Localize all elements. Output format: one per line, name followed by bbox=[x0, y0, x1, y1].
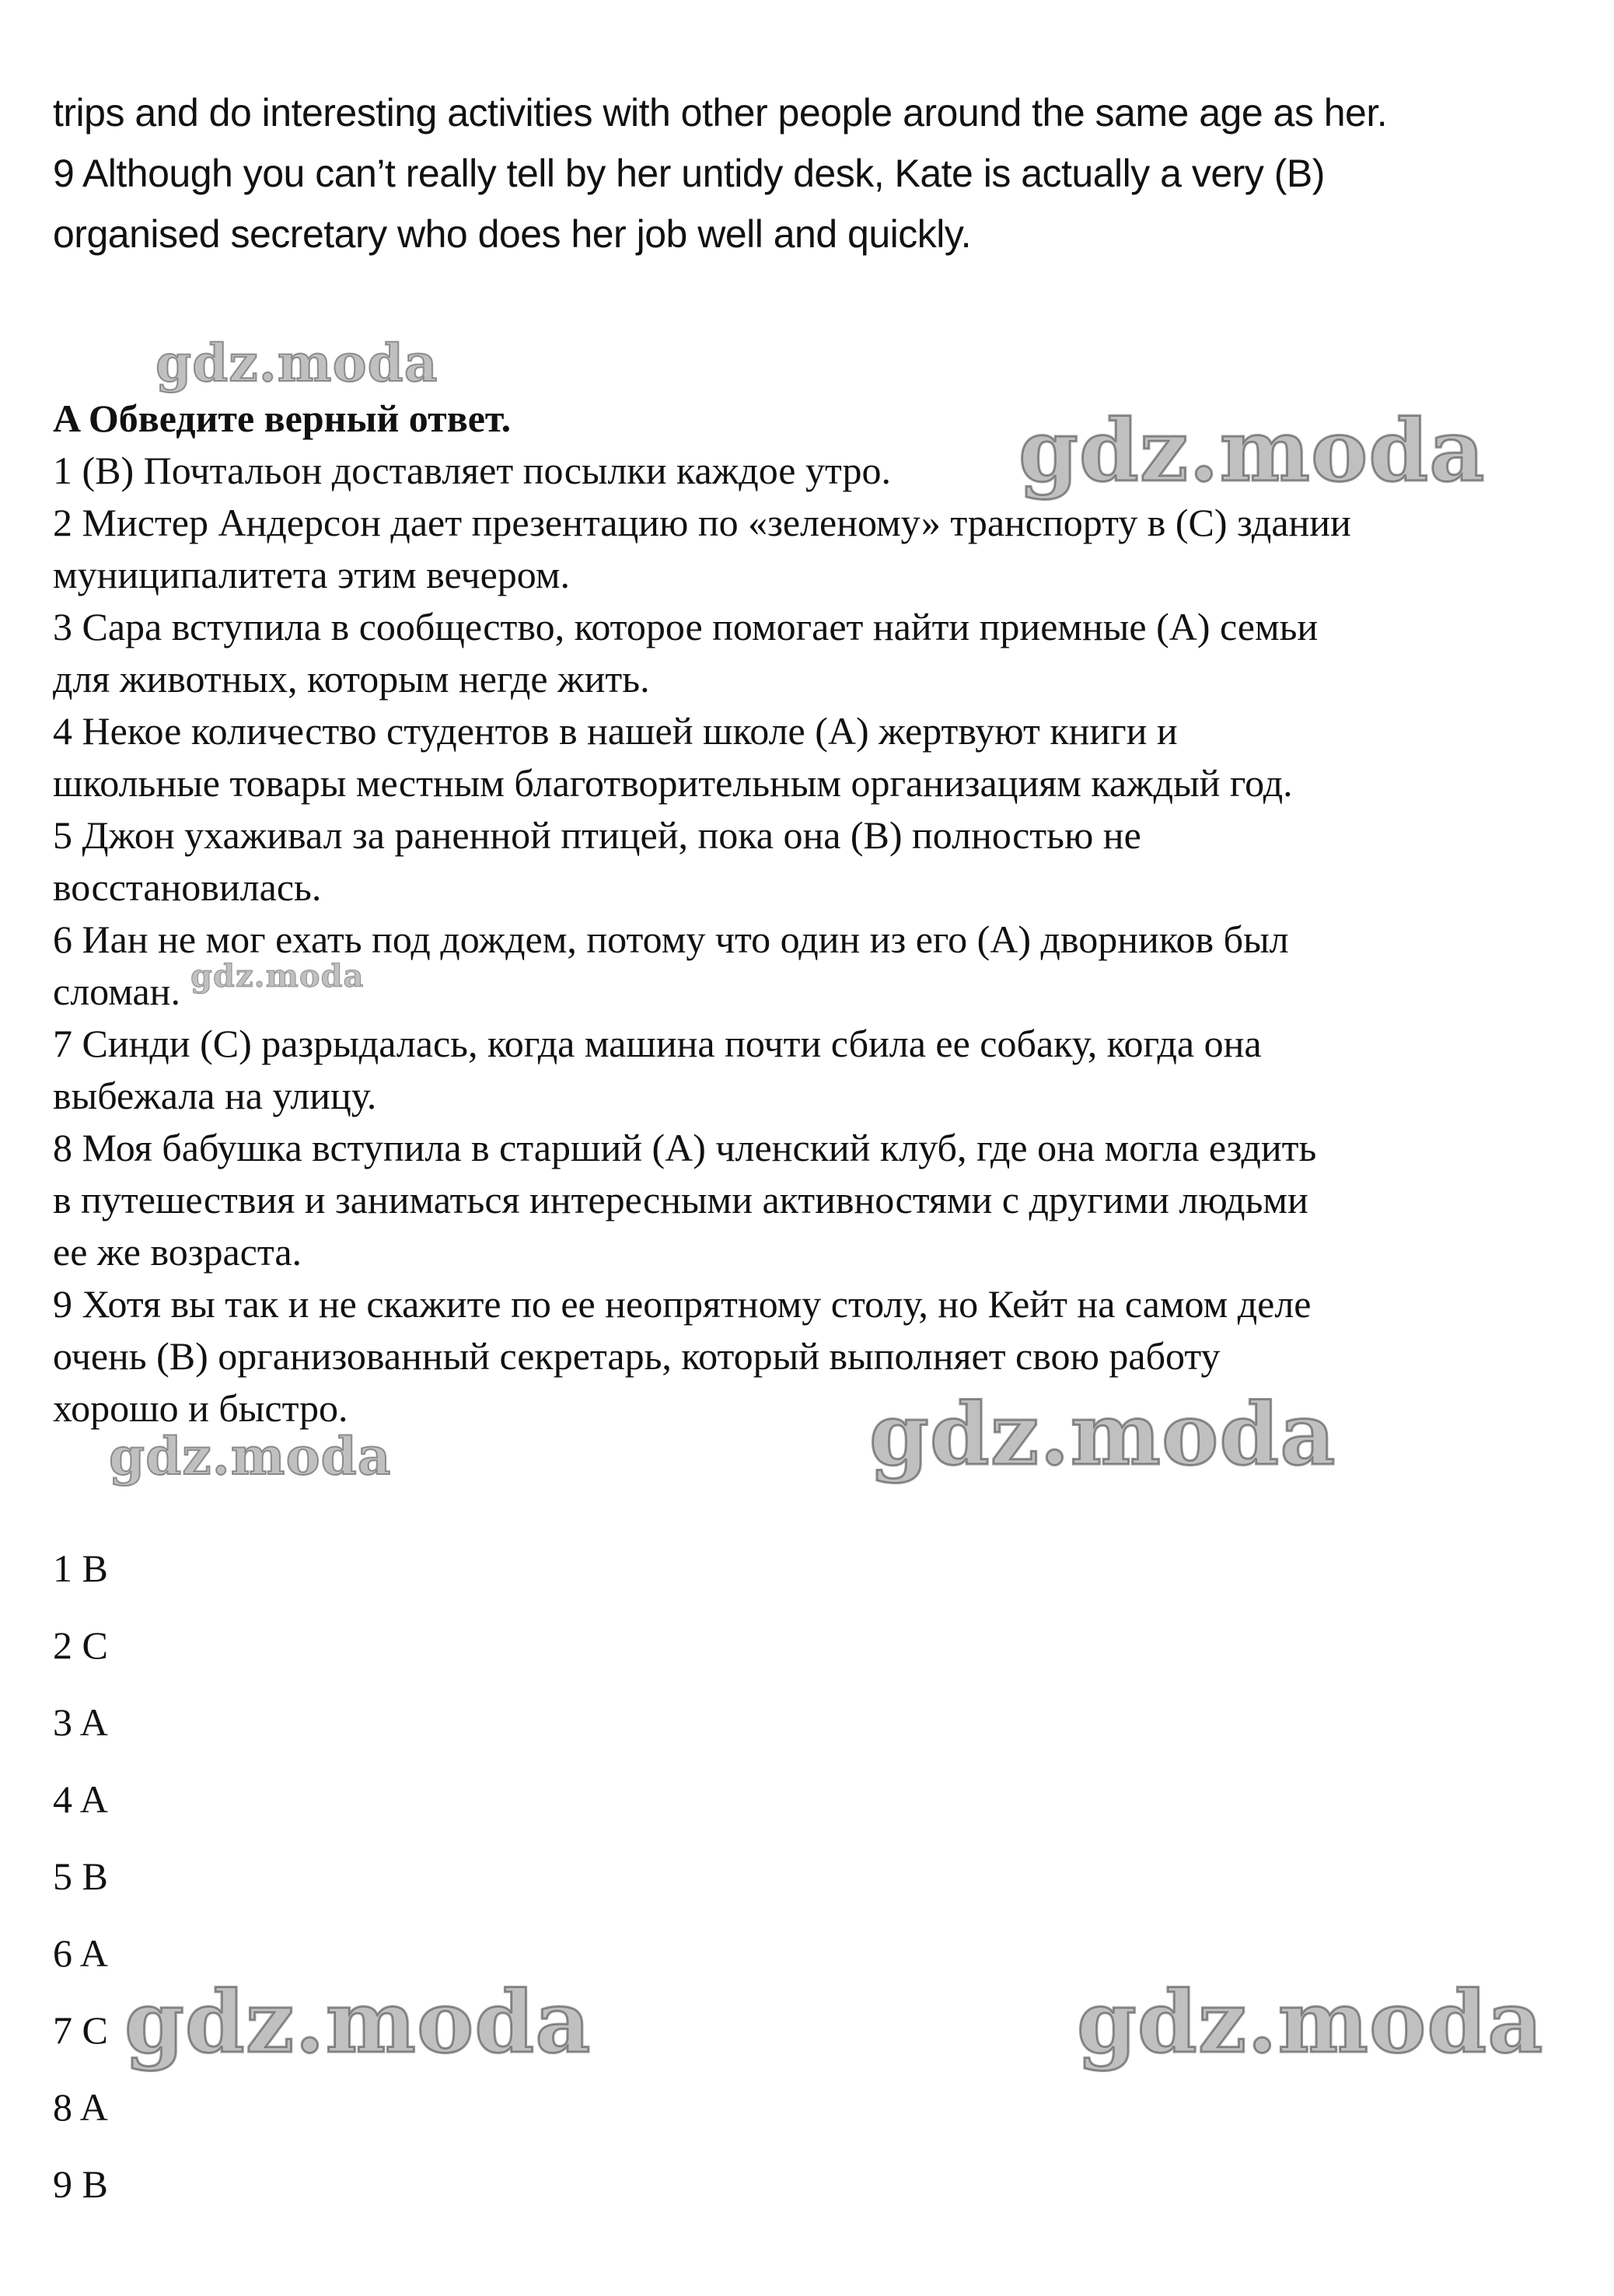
answer-item: 8 A bbox=[53, 2085, 108, 2129]
russian-line: 4 Некое количество студентов в нашей школе (А) жертвуют книги и bbox=[53, 709, 1178, 753]
russian-line: ее же возраста. bbox=[53, 1230, 302, 1274]
watermark: gdz.moda bbox=[869, 1384, 1336, 1484]
russian-line: выбежала на улицу. bbox=[53, 1074, 377, 1117]
answer-item: 5 B bbox=[53, 1854, 108, 1898]
russian-line: хорошо и быстро. bbox=[53, 1386, 348, 1430]
english-line: organised secretary who does her job well and quickly. bbox=[53, 212, 972, 256]
answer-item: 9 B bbox=[53, 2162, 108, 2206]
watermark: gdz.moda bbox=[190, 958, 365, 994]
english-line: trips and do interesting activities with other people around the same age as her. bbox=[53, 91, 1388, 135]
russian-line: 7 Синди (С) разрыдалась, когда машина почти сбила ее собаку, когда она bbox=[53, 1022, 1262, 1065]
answer-item: 3 A bbox=[53, 1700, 108, 1744]
english-line: 9 Although you can’t really tell by her untidy desk, Kate is actually a very (B) bbox=[53, 152, 1325, 195]
russian-translation-block bbox=[53, 393, 1592, 1435]
russian-line: школьные товары местным благотворительным организациям каждый год. bbox=[53, 761, 1293, 805]
watermark: gdz.moda bbox=[1018, 400, 1486, 501]
russian-line: муниципалитета этим вечером. bbox=[53, 553, 570, 596]
russian-line: восстановилась. bbox=[53, 865, 322, 909]
english-text-block bbox=[53, 82, 1577, 264]
russian-line: в путешествия и заниматься интересными активностями с другими людьми bbox=[53, 1178, 1308, 1221]
watermark: gdz.moda bbox=[1077, 1972, 1544, 2072]
russian-line: 5 Джон ухаживал за раненной птицей, пока она (В) полностью не bbox=[53, 813, 1141, 857]
russian-line: сломан. bbox=[53, 970, 180, 1013]
watermark: gdz.moda bbox=[124, 1972, 592, 2072]
russian-line: 3 Сара вступила в сообщество, которое помогает найти приемные (А) семьи bbox=[53, 605, 1319, 648]
russian-line: 1 (B) Почтальон доставляет посылки каждое утро. bbox=[53, 449, 891, 492]
answer-item: 6 A bbox=[53, 1931, 108, 1975]
russian-line: для животных, которым негде жить. bbox=[53, 657, 650, 701]
russian-line: 9 Хотя вы так и не скажите по ее неопрятному столу, но Кейт на самом деле bbox=[53, 1282, 1312, 1326]
answer-item: 4 A bbox=[53, 1777, 108, 1821]
russian-line: очень (В) организованный секретарь, который выполняет свою работу bbox=[53, 1334, 1221, 1378]
watermark: gdz.moda bbox=[155, 333, 438, 393]
russian-line: 8 Моя бабушка вступила в старший (А) членский клуб, где она могла ездить bbox=[53, 1126, 1317, 1169]
watermark: gdz.moda bbox=[109, 1426, 392, 1487]
answer-item: 7 C bbox=[53, 2008, 108, 2052]
russian-line: 6 Иан не мог ехать под дождем, потому что один из его (А) дворников был bbox=[53, 917, 1289, 961]
section-heading: A Обведите верный ответ. bbox=[53, 397, 512, 440]
answer-key-list bbox=[53, 1530, 108, 2223]
answer-item: 1 B bbox=[53, 1546, 108, 1590]
russian-line: 2 Мистер Андерсон дает презентацию по «зеленому» транспорту в (C) здании bbox=[53, 501, 1351, 544]
answer-item: 2 C bbox=[53, 1623, 108, 1667]
